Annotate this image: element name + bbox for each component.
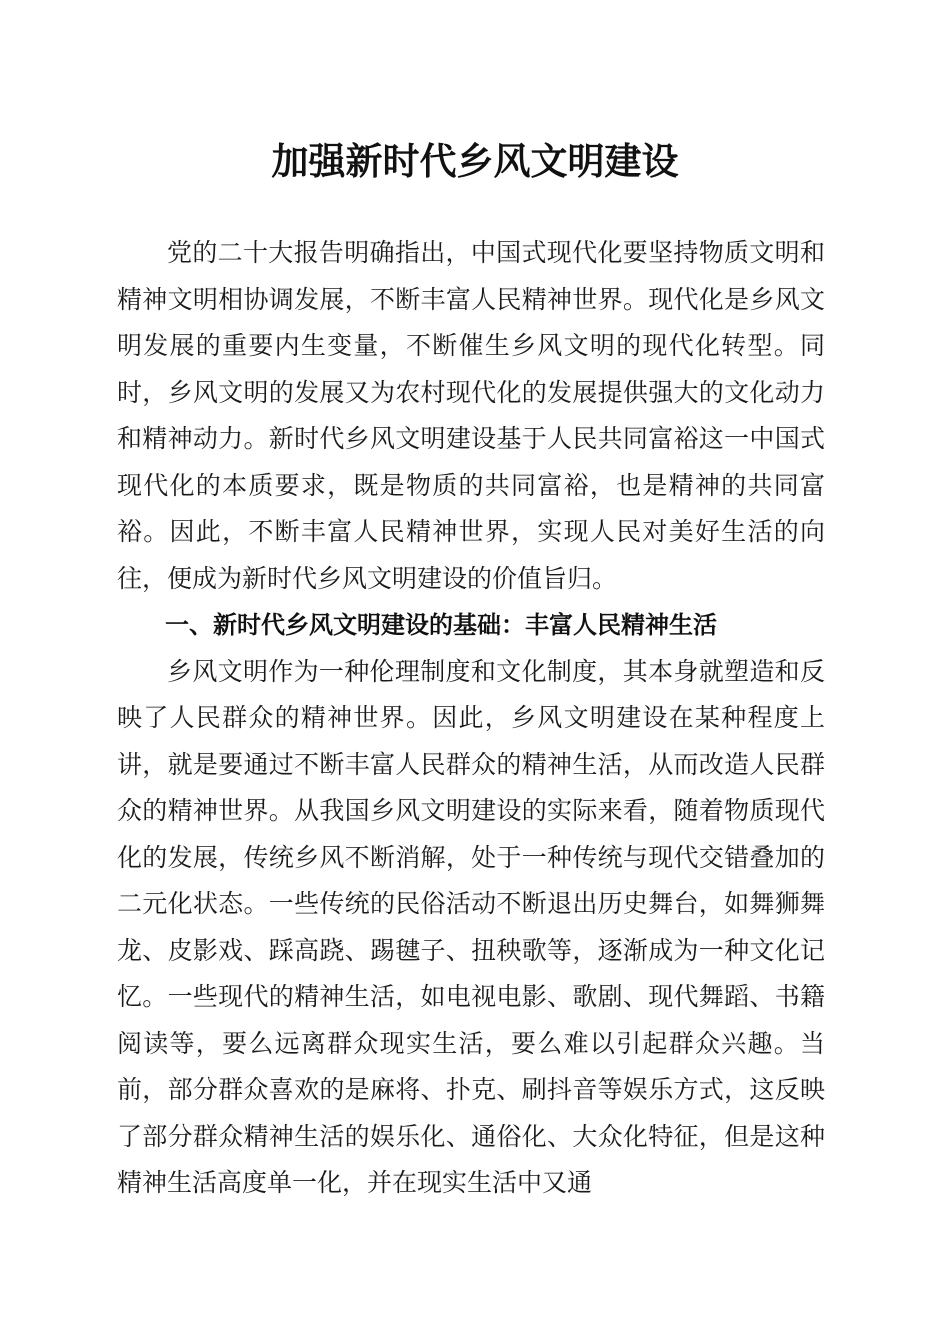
paragraph-intro: 党的二十大报告明确指出，中国式现代化要坚持物质文明和精神文明相协调发展，不断丰富人民精神世界。现代化是乡风文明发展的重要内生变量，不断催生乡风文明的现代化转型。同时，乡风文明的发展又为农村现代化的发展提供强大的文化动力和精神动力。新时代乡风文明建设基于人民共同富裕这一中国式现代化的本质要求，既是物质的共同富裕，也是精神的共同富裕。因此，不断丰富人民精神世界，实现人民对美好生活的向往，便成为新时代乡风文明建设的价值旨归。 [117, 238, 825, 593]
section-heading-1: 一、新时代乡风文明建设的基础：丰富人民精神生活 [165, 611, 717, 639]
paragraph-section-1: 乡风文明作为一种伦理制度和文化制度，其本身就塑造和反映了人民群众的精神世界。因此，乡风文明建设在某种程度上讲，就是要通过不断丰富人民群众的精神生活，从而改造人民群众的精神世界。从我国乡风文明建设的实际来看，随着物质现代化的发展，传统乡风不断消解，处于一种传统与现代交错叠加的二元化状态。一些传统的民俗活动不断退出历史舞台，如舞狮舞龙、皮影戏、踩高跷、踢毽子、扭秧歌等，逐渐成为一种文化记忆。一些现代的精神生活，如电视电影、歌剧、现代舞蹈、书籍阅读等，要么远离群众现实生活，要么难以引起群众兴趣。当前，部分群众喜欢的是麻将、扑克、刷抖音等娱乐方式，这反映了部分群众精神生活的娱乐化、通俗化、大众化特征，但是这种精神生活高度单一化，并在现实生活中又通 [117, 656, 825, 1197]
document-body [117, 230, 825, 1207]
document-title: 加强新时代乡风文明建设 [271, 139, 679, 183]
